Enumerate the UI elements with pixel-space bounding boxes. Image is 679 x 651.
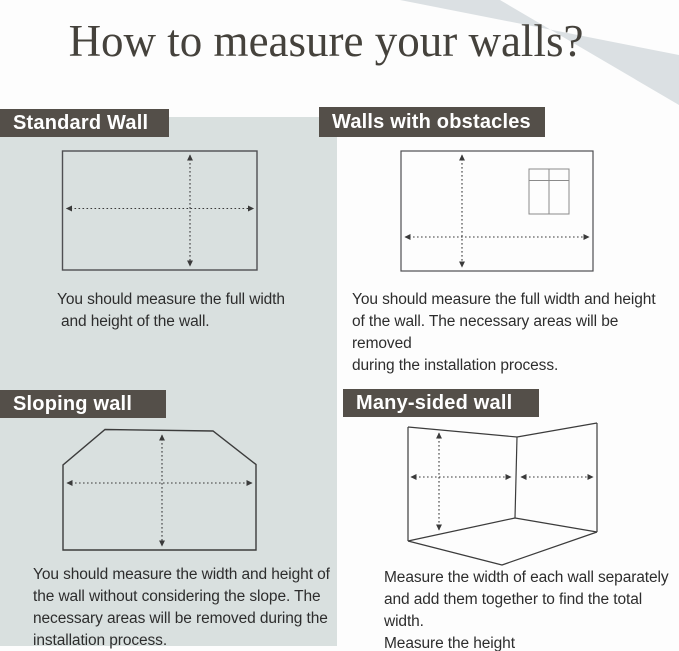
description-line: You should measure the width and height of bbox=[33, 566, 330, 583]
sloping-wall-diagram bbox=[63, 430, 256, 551]
description-line: You should measure the full width bbox=[57, 291, 285, 308]
description-walls-with-obstacles bbox=[352, 289, 672, 377]
description-line: necessary areas will be removed during the bbox=[33, 610, 328, 627]
description-sloping-wall bbox=[33, 564, 333, 651]
description-many-sided-wall bbox=[384, 567, 679, 651]
description-line: during the installation process. bbox=[352, 357, 559, 374]
description-standard-wall bbox=[57, 289, 307, 333]
description-line: You should measure the full width and height bbox=[352, 291, 656, 308]
description-line: Measure the width of each wall separately bbox=[384, 569, 669, 586]
standard-wall-diagram bbox=[63, 151, 258, 270]
description-line: Measure the height bbox=[384, 635, 515, 651]
window-icon bbox=[529, 169, 569, 214]
page-title: How to measure your walls? bbox=[68, 16, 584, 66]
section-header-label: Standard Wall bbox=[13, 111, 149, 134]
description-line: installation process. bbox=[33, 632, 168, 649]
room-corner-diagram bbox=[408, 423, 597, 565]
section-header-label: Walls with obstacles bbox=[332, 110, 531, 133]
description-line: and height of the wall. bbox=[61, 313, 210, 330]
wall-with-window-diagram bbox=[401, 151, 593, 271]
section-header-label: Many-sided wall bbox=[356, 391, 513, 414]
description-line: the wall without considering the slope. The bbox=[33, 588, 321, 605]
description-line: and add them together to find the total width. bbox=[384, 591, 643, 630]
description-line: of the wall. The necessary areas will be removed bbox=[352, 313, 619, 352]
section-header-label: Sloping wall bbox=[13, 392, 133, 415]
